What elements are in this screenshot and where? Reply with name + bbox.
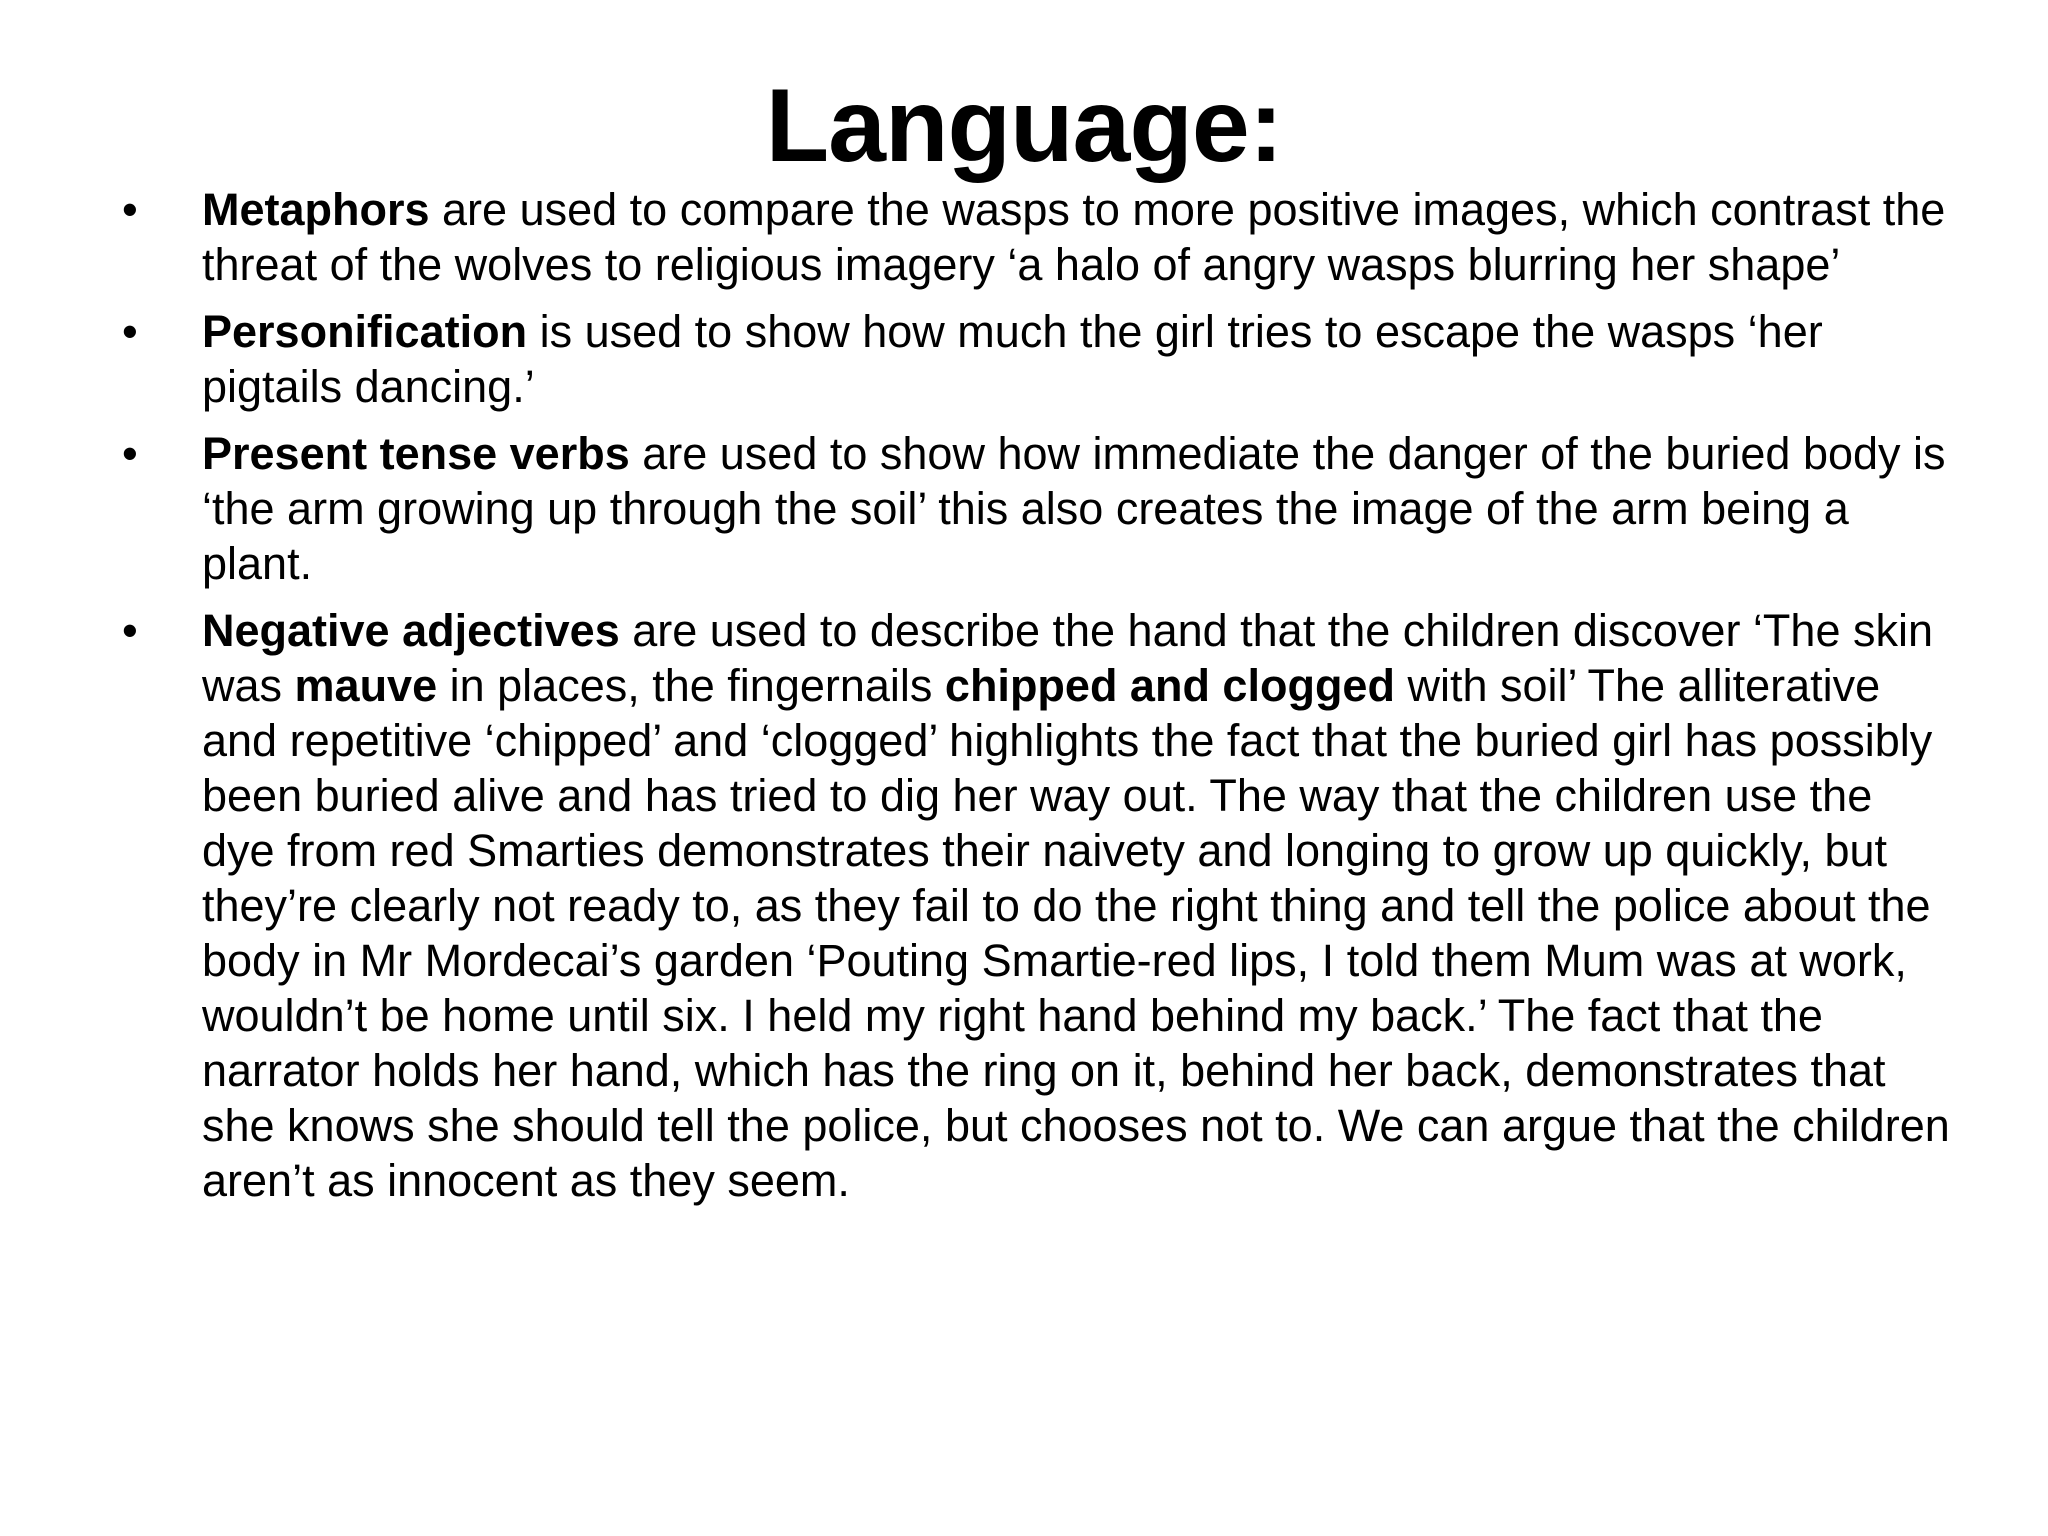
bullet-emphasis-mauve: mauve bbox=[294, 660, 438, 711]
bullet-body: is used to show how much the girl tries to escape the wasps ‘her pigtails dancing.’ bbox=[202, 306, 1823, 412]
bullet-icon: • bbox=[122, 605, 138, 656]
bullet-body: are used to show how immediate the danger of the buried body is ‘the arm growing up through the soil’ this also creates the image of the arm being a plant. bbox=[202, 428, 1946, 589]
bullet-body: in places, the fingernails bbox=[437, 660, 945, 711]
bullet-icon: • bbox=[122, 306, 138, 357]
bullet-term: Present tense verbs bbox=[202, 428, 630, 479]
bullet-text bbox=[202, 428, 1946, 589]
bullet-term: Metaphors bbox=[202, 184, 430, 235]
bullet-list bbox=[122, 182, 1952, 1220]
bullet-term: Negative adjectives bbox=[202, 605, 620, 656]
bullet-item-present-tense-verbs bbox=[122, 426, 1952, 591]
bullet-text bbox=[202, 605, 1950, 1206]
bullet-body: with soil’ The alliterative and repetitive ‘chipped’ and ‘clogged’ highlights the fact that the buried girl has possibly been buried alive and has tried to dig her way out. The way that the children use the dye from red Smarties demonstrates their naivety and longing to grow up quickly, but they’re clearly not ready to, as they fail to do the right thing and tell the police about the body in Mr Mordecai’s garden ‘Pouting Smartie-red lips, I told them Mum was at work, wouldn’t be home until six. I held my right hand behind my back.’ The fact that the narrator holds her hand, which has the ring on it, behind her back, demonstrates that she knows she should tell the police, but chooses not to. We can argue that the children aren’t as innocent as they seem. bbox=[202, 660, 1950, 1206]
bullet-text bbox=[202, 306, 1823, 412]
bullet-text bbox=[202, 184, 1945, 290]
bullet-term: Personification bbox=[202, 306, 528, 357]
bullet-item-personification bbox=[122, 304, 1952, 414]
slide-title: Language: bbox=[765, 68, 1283, 184]
bullet-body: are used to describe the hand that the children discover ‘The skin was bbox=[202, 605, 1933, 711]
bullet-icon: • bbox=[122, 428, 138, 479]
bullet-body: are used to compare the wasps to more positive images, which contrast the threat of the wolves to religious imagery ‘a halo of angry wasps blurring her shape’ bbox=[202, 184, 1946, 290]
bullet-item-metaphors bbox=[122, 182, 1952, 292]
bullet-emphasis-chipped-clogged: chipped and clogged bbox=[944, 660, 1395, 711]
bullet-icon: • bbox=[122, 184, 138, 235]
bullet-item-negative-adjectives bbox=[122, 603, 1952, 1208]
